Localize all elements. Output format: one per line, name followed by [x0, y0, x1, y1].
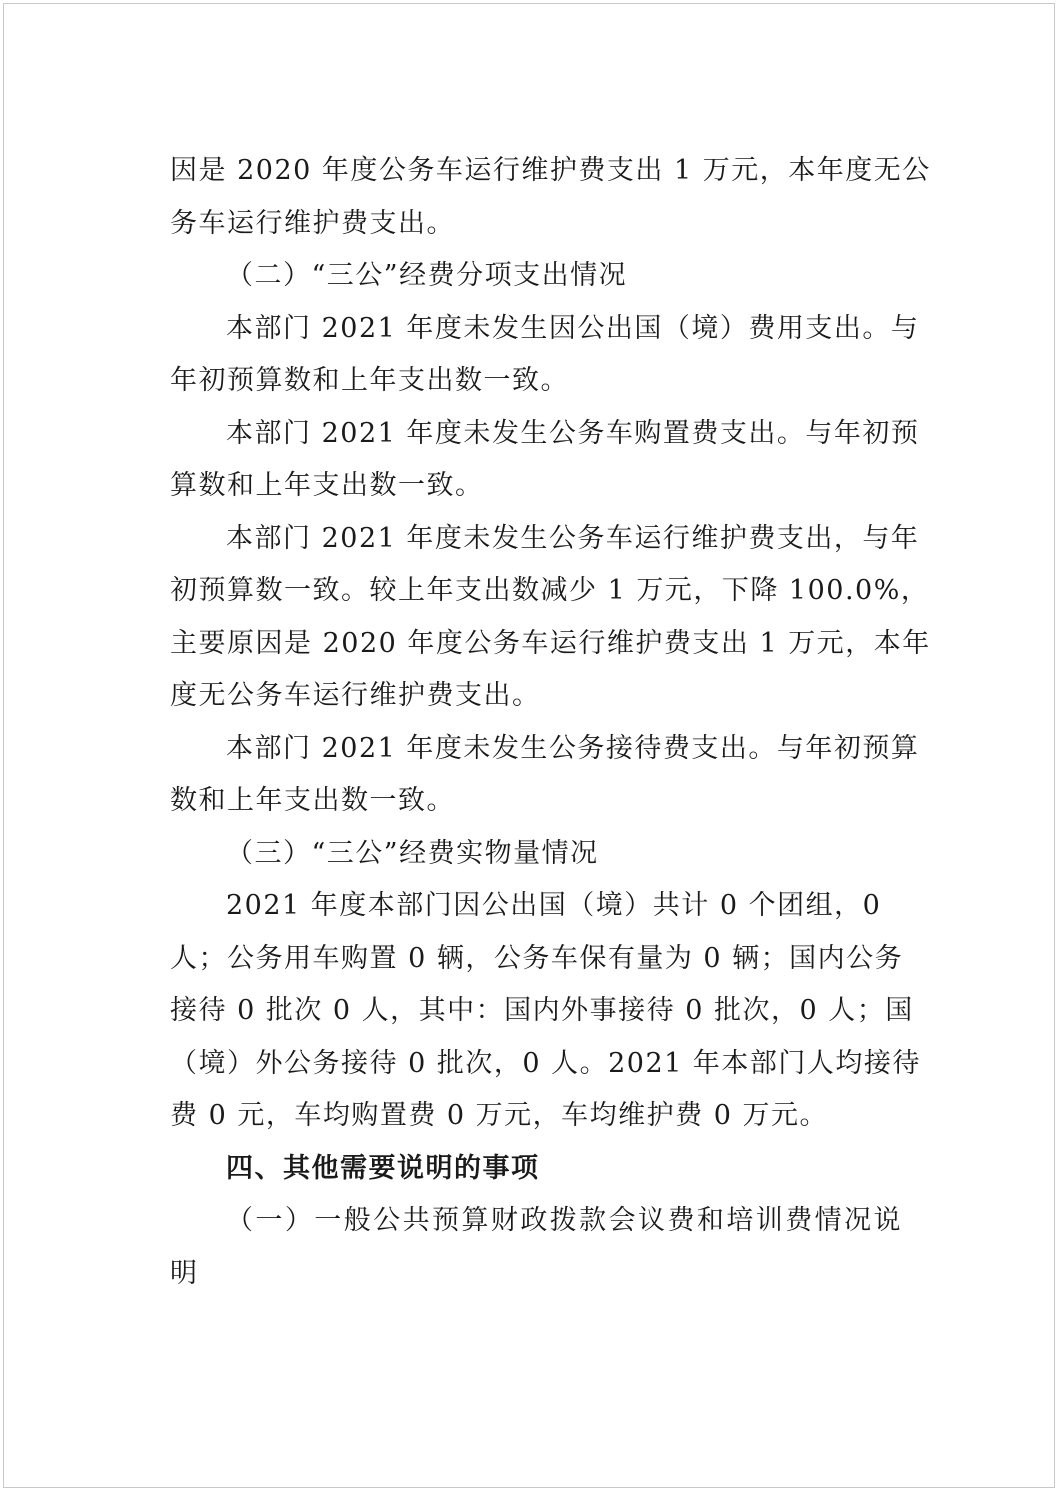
text-line: 本部门 2021 年度未发生因公出国（境）费用支出。与 [226, 312, 920, 344]
section-heading: （三）“三公”经费实物量情况 [226, 837, 599, 869]
text-line: 本部门 2021 年度未发生公务车购置费支出。与年初预 [226, 417, 920, 449]
text-line: 接待 0 批次 0 人，其中：国内外事接待 0 批次，0 人；国 [170, 995, 914, 1026]
section-heading: （二）“三公”经费分项支出情况 [226, 260, 628, 291]
text-line: 初预算数一致。较上年支出数减少 1 万元，下降 100.0%， [170, 575, 930, 606]
text-line: 度无公务车运行维护费支出。 [170, 680, 541, 711]
text-line: 本部门 2021 年度未发生公务接待费支出。与年初预算 [226, 732, 920, 764]
text-line: 数和上年支出数一致。 [170, 785, 455, 816]
section-heading: （一）一般公共预算财政拨款会议费和培训费情况说 [226, 1205, 902, 1236]
text-line: 2021 年度本部门因公出国（境）共计 0 个团组，0 [226, 890, 882, 921]
text-line: 明 [170, 1257, 199, 1289]
text-line: 本部门 2021 年度未发生公务车运行维护费支出，与年 [226, 522, 920, 554]
text-line: 算数和上年支出数一致。 [170, 470, 484, 501]
text-line: 人；公务用车购置 0 辆，公务车保有量为 0 辆；国内公务 [170, 942, 904, 974]
chapter-heading: 四、其他需要说明的事项 [226, 1152, 540, 1184]
text-line: 因是 2020 年度公务车运行维护费支出 1 万元，本年度无公 [170, 155, 931, 186]
text-line: 主要原因是 2020 年度公务车运行维护费支出 1 万元，本年 [170, 627, 931, 659]
text-line: （境）外公务接待 0 批次，0 人。2021 年本部门人均接待 [170, 1047, 921, 1079]
text-line: 费 0 元，车均购置费 0 万元，车均维护费 0 万元。 [170, 1100, 829, 1131]
text-line: 务车运行维护费支出。 [170, 207, 455, 239]
document-page [3, 3, 1055, 1488]
text-line: 年初预算数和上年支出数一致。 [170, 365, 569, 396]
document-body [170, 145, 931, 1300]
